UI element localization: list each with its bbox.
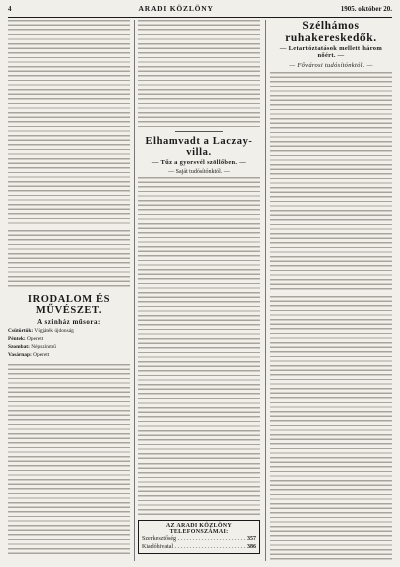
article-body: [8, 20, 130, 226]
article-separator: [175, 131, 224, 132]
schedule-row: [8, 344, 130, 351]
column-rule: [134, 20, 135, 561]
article-body: [8, 364, 130, 554]
schedule-show: Népszínmű: [31, 344, 56, 350]
article-byline-szelhamos: — Fővárosi tudósítónktól. —: [289, 62, 373, 69]
section-heading-irodalom: IRODALOM ÉS MŰVÉSZET.: [27, 294, 111, 316]
theater-program-heading: A szinház műsora:: [37, 318, 101, 326]
telephone-label: Kiadóhivatal . . .: [142, 543, 245, 551]
article-body: [138, 177, 260, 459]
article-body: [138, 463, 260, 515]
schedule-row: [8, 328, 130, 335]
schedule-row: [8, 352, 130, 359]
masthead-title: ARADI KÖZLÖNY: [138, 4, 214, 13]
telephone-row: [142, 543, 256, 551]
page-header: [8, 4, 392, 16]
article-subheading-laczay: — Tűz a gyorsvél szöllőben. —: [151, 159, 247, 166]
page-columns: [8, 20, 392, 561]
telephone-number: 386: [247, 544, 256, 550]
schedule-show: Vígjáték újdonság: [34, 328, 74, 334]
schedule-day: Szombat:: [8, 344, 30, 350]
article-heading-szelhamos: Szélhámos ruhakereskedők.: [285, 20, 377, 44]
page-number: 4: [8, 5, 12, 13]
article-body: [270, 72, 392, 292]
schedule-show: Operett: [33, 352, 50, 358]
telephone-number: 357: [247, 536, 256, 542]
article-heading-laczay: Elhamvadt a Laczay-villa.: [145, 136, 253, 158]
right-column: [270, 20, 392, 561]
column-rule: [265, 20, 266, 561]
telephone-row: [142, 535, 256, 543]
schedule-row: [8, 336, 130, 343]
schedule-day: Péntek:: [8, 336, 26, 342]
article-body: [270, 296, 392, 561]
telephone-label: Szerkesztőség . . .: [142, 535, 245, 543]
article-subheading-szelhamos: — Letartóztatások mellett három nőért. —: [279, 45, 383, 59]
left-column: [8, 20, 130, 561]
schedule-day: Csütörtök:: [8, 328, 34, 334]
article-body: [138, 20, 260, 128]
schedule-day: Vasárnap:: [8, 352, 32, 358]
header-rule: [8, 17, 392, 18]
middle-column: [138, 20, 260, 561]
telephone-box-title: AZ ARADI KÖZLÖNY TELEFONSZÁMAI:: [165, 523, 233, 535]
telephone-box: [138, 520, 260, 554]
article-byline-laczay: — Saját tudósítónktól. —: [168, 169, 230, 175]
article-body: [8, 230, 130, 290]
issue-date: 1905. október 20.: [340, 5, 392, 13]
schedule-show: Operett: [27, 336, 44, 342]
